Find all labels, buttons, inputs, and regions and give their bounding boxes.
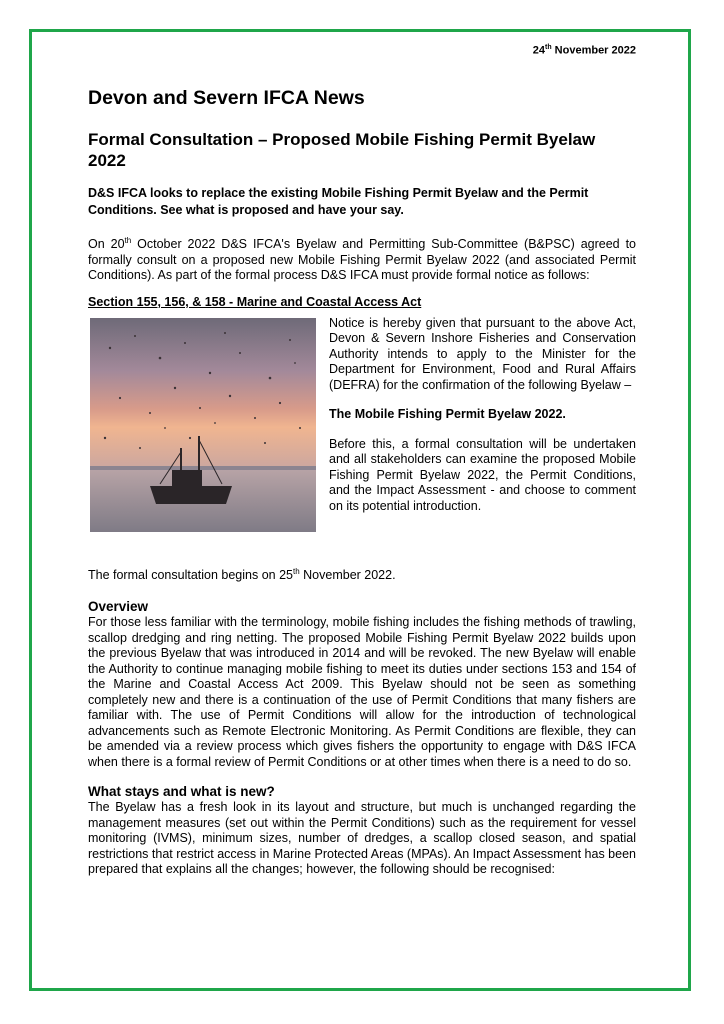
section-heading: Section 155, 156, & 158 - Marine and Coastal Access Act xyxy=(88,294,422,309)
notice-paragraph: Notice is hereby given that pursuant to the above Act, Devon & Severn Inshore Fisheries and Conservation Authority intends to apply to the Minister for the Department for Environment, Food and Rural Affairs (DEFRA) for the confirmation of the following Byelaw – xyxy=(329,315,636,392)
consultation-paragraph: Before this, a formal consultation will be undertaken and all stakeholders can examine the proposed Mobile Fishing Permit Byelaw 2022, the Permit Conditions, and the Impact Assessment - and choose to comment on its potential introduction. xyxy=(329,436,636,513)
fishing-boat-photo xyxy=(90,318,316,532)
article-title: Formal Consultation – Proposed Mobile Fishing Permit Byelaw 2022 xyxy=(88,130,596,170)
lead-paragraph: D&S IFCA looks to replace the existing Mobile Fishing Permit Byelaw and the Permit Conditions. See what is proposed and have your say. xyxy=(88,186,589,217)
notice-block xyxy=(88,314,636,564)
changes-paragraph: The Byelaw has a fresh look in its layout and structure, but much is unchanged regarding the management measures (set out within the Permit Conditions) such as the requirement for vessel monitoring (IVMS), minimum sizes, number of dredges, a scallop closed season, and spatial restrictions that restrict access in Marine Protected Areas (MPAs). An Impact Assessment has been prepared that explains all the changes; however, the following should be recognised: xyxy=(88,800,636,877)
document-date: 24th November 2022 xyxy=(532,44,636,57)
notice-text xyxy=(329,316,636,515)
changes-heading: What stays and what is new? xyxy=(88,784,275,800)
page-title: Devon and Severn IFCA News xyxy=(88,87,365,109)
overview-heading: Overview xyxy=(88,599,149,615)
consultation-start: The formal consultation begins on 25th November 2022. xyxy=(88,566,396,582)
intro-paragraph: On 20th October 2022 D&S IFCA's Byelaw and Permitting Sub-Committee (B&PSC) agreed to formally consult on a proposed new Mobile Fishing Permit Byelaw 2022 (and associated Permit Conditions). As part of the formal process D&S IFCA must provide formal notice as follows: xyxy=(88,236,636,283)
overview-paragraph: For those less familiar with the terminology, mobile fishing includes the fishing methods of trawling, scallop dredging and ring netting. The proposed Mobile Fishing Permit Byelaw 2022 builds upon the previous Byelaw that was introduced in 2014 and will be revoked. The new Byelaw will enable the Authority to continue managing mobile fishing to meet its duties under sections 153 and 154 of the Marine and Coastal Access Act 2009. This Byelaw should not be seen as something completely new and there is a continuation of the use of Permit Conditions that many fishers are familiar with. The use of Permit Conditions will allow for the introduction of technological advancements such as Remote Electronic Monitoring. As Permit Conditions are flexible, they can be amended via a review process which gives fishers the opportunity to engage with D&S IFCA when there is a formal review of Permit Conditions or at other times when there is a need to do so. xyxy=(88,615,636,769)
document-body xyxy=(88,40,636,878)
byelaw-name: The Mobile Fishing Permit Byelaw 2022. xyxy=(329,407,566,422)
